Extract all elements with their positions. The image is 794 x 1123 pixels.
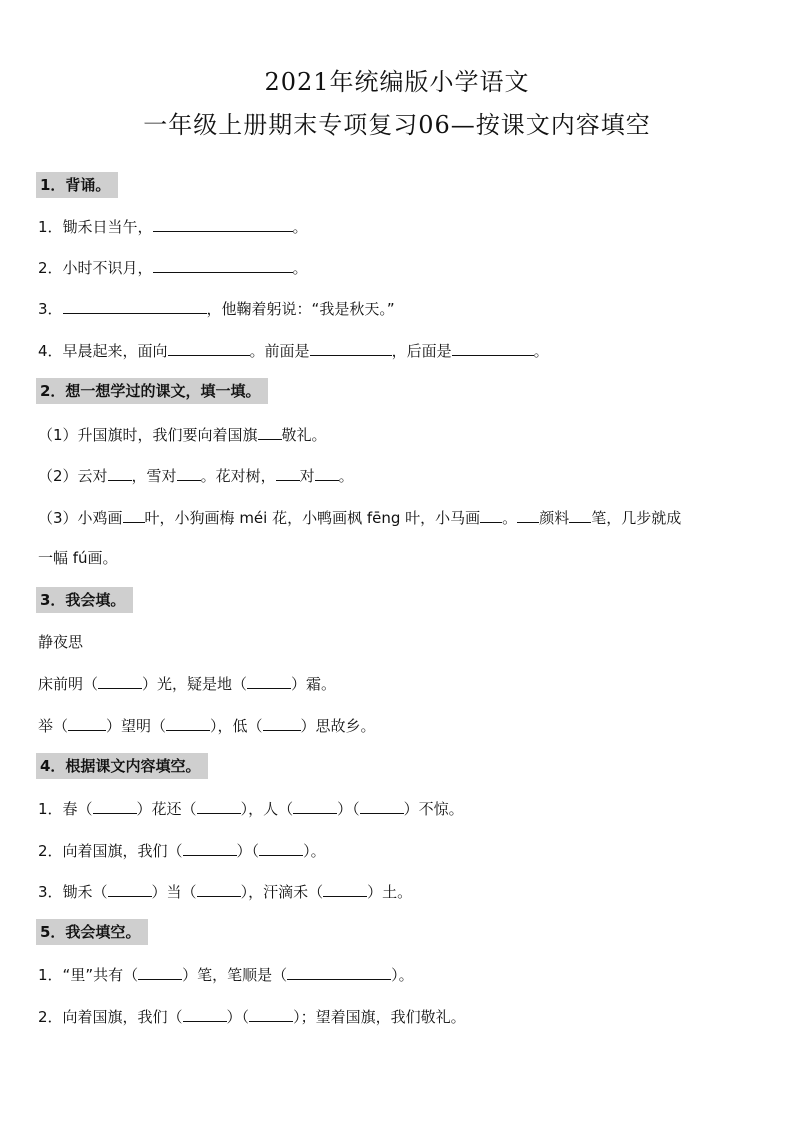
answer-blank[interactable] bbox=[138, 964, 182, 980]
section-2-item-2: （2）云对 ，雪对 。花对树， 对 。 bbox=[38, 467, 354, 485]
answer-blank[interactable] bbox=[287, 964, 391, 980]
answer-blank[interactable] bbox=[293, 798, 337, 814]
answer-blank[interactable] bbox=[98, 673, 142, 689]
answer-blank[interactable] bbox=[153, 216, 293, 232]
section-4-item-1: 1．春（ ）花还（ ），人（ ）（ ）不惊。 bbox=[38, 800, 464, 818]
answer-blank[interactable] bbox=[183, 1006, 227, 1022]
answer-blank[interactable] bbox=[276, 465, 300, 481]
answer-blank[interactable] bbox=[108, 465, 132, 481]
section-5-heading: 5．我会填空。 bbox=[36, 919, 148, 945]
section-1-item-3: 3． ，他鞠着躬说：“我是秋天。” bbox=[38, 300, 395, 318]
answer-blank[interactable] bbox=[263, 715, 301, 731]
section-1-item-4: 4．早晨起来，面向 。前面是 ，后面是 。 bbox=[38, 342, 549, 360]
answer-blank[interactable] bbox=[183, 840, 237, 856]
answer-blank[interactable] bbox=[63, 298, 207, 314]
answer-blank[interactable] bbox=[177, 465, 201, 481]
section-5-item-1: 1．“里”共有（ ）笔，笔顺是（ ）。 bbox=[38, 966, 414, 984]
section-2-heading: 2．想一想学过的课文，填一填。 bbox=[36, 378, 268, 404]
section-5-item-2: 2．向着国旗，我们（ ）（ ）；望着国旗，我们敬礼。 bbox=[38, 1008, 466, 1026]
answer-blank[interactable] bbox=[310, 340, 392, 356]
answer-blank[interactable] bbox=[249, 1006, 293, 1022]
section-1-heading: 1．背诵。 bbox=[36, 172, 118, 198]
answer-blank[interactable] bbox=[569, 507, 591, 523]
answer-blank[interactable] bbox=[517, 507, 539, 523]
section-4-item-2: 2．向着国旗，我们（ ）（ ）。 bbox=[38, 842, 326, 860]
answer-blank[interactable] bbox=[197, 798, 241, 814]
answer-blank[interactable] bbox=[197, 881, 241, 897]
section-4-item-3: 3．锄禾（ ）当（ ），汗滴禾（ ）土。 bbox=[38, 883, 413, 901]
answer-blank[interactable] bbox=[93, 798, 137, 814]
section-4-heading: 4．根据课文内容填空。 bbox=[36, 753, 208, 779]
answer-blank[interactable] bbox=[68, 715, 106, 731]
answer-blank[interactable] bbox=[480, 507, 502, 523]
section-1-item-2: 2．小时不识月， 。 bbox=[38, 259, 308, 277]
answer-blank[interactable] bbox=[452, 340, 534, 356]
poem-line-2: 举（ ）望明（ ），低（ ）思故乡。 bbox=[38, 717, 376, 735]
page-subtitle: 一年级上册期末专项复习06—按课文内容填空 bbox=[143, 111, 651, 139]
answer-blank[interactable] bbox=[153, 257, 293, 273]
poem-line-1: 床前明（ ）光，疑是地（ ）霜。 bbox=[38, 675, 337, 693]
answer-blank[interactable] bbox=[166, 715, 210, 731]
answer-blank[interactable] bbox=[168, 340, 250, 356]
answer-blank[interactable] bbox=[258, 424, 282, 440]
section-1-item-1: 1．锄禾日当午， 。 bbox=[38, 218, 308, 236]
section-2-item-3: （3）小鸡画 叶，小狗画梅 méi 花，小鸭画枫 fēng 叶，小马画 。 颜料 笔，几步就成 bbox=[38, 509, 682, 527]
answer-blank[interactable] bbox=[259, 840, 303, 856]
section-2-item-3-cont: 一幅 fú画。 bbox=[38, 549, 118, 567]
section-3-heading: 3．我会填。 bbox=[36, 587, 133, 613]
answer-blank[interactable] bbox=[360, 798, 404, 814]
section-2-item-1: （1）升国旗时，我们要向着国旗 敬礼。 bbox=[38, 426, 327, 444]
answer-blank[interactable] bbox=[323, 881, 367, 897]
answer-blank[interactable] bbox=[247, 673, 291, 689]
page-title: 2021年统编版小学语文 bbox=[264, 68, 530, 96]
answer-blank[interactable] bbox=[123, 507, 145, 523]
answer-blank[interactable] bbox=[108, 881, 152, 897]
poem-title: 静夜思 bbox=[38, 633, 84, 651]
answer-blank[interactable] bbox=[315, 465, 339, 481]
